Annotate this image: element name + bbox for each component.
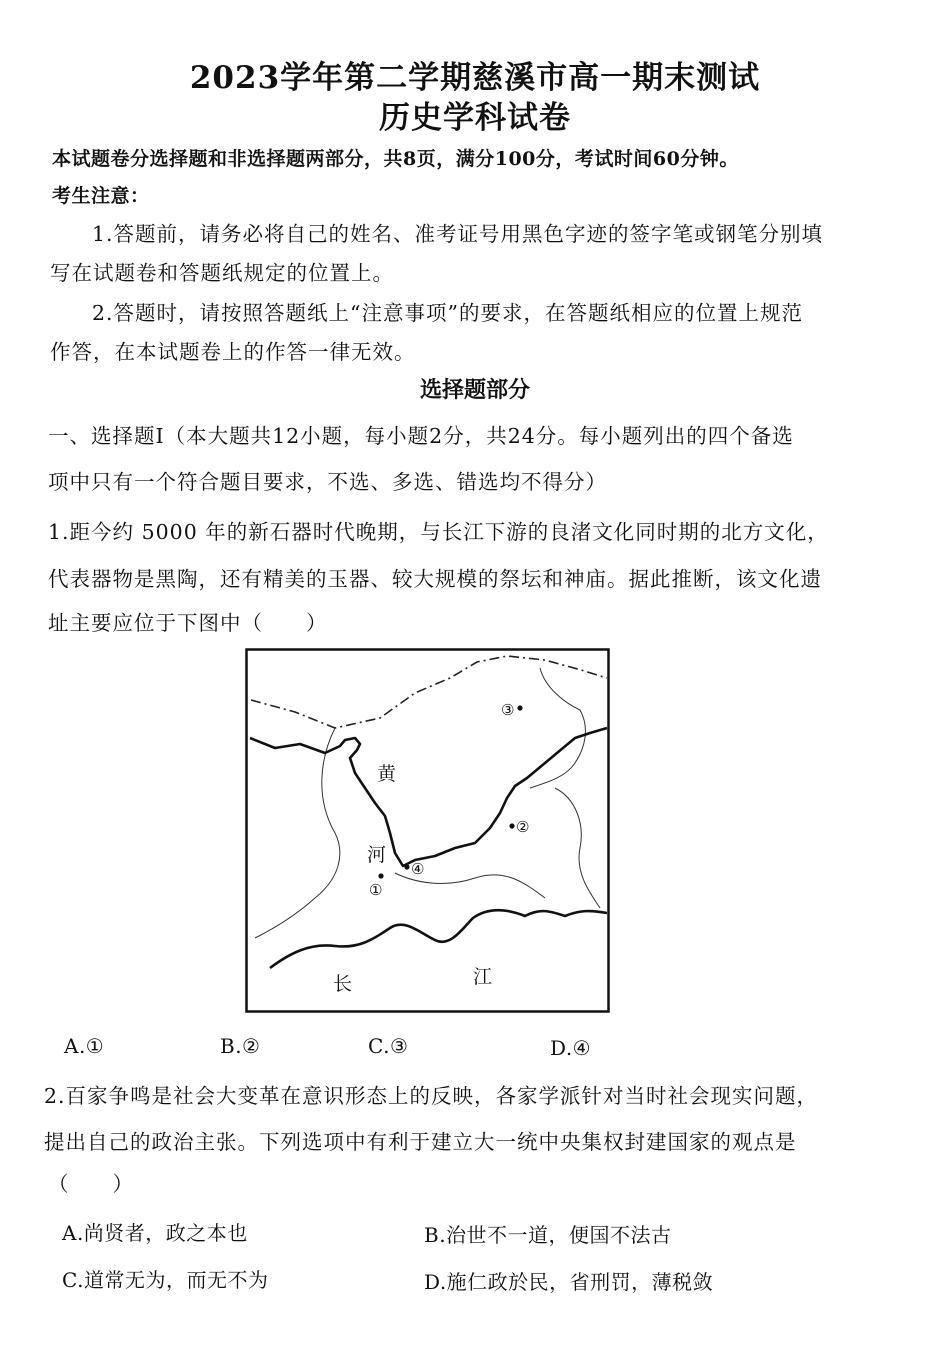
notice-item2-line2: 作答，在本试题卷上的作答一律无效。: [50, 340, 416, 364]
q1-option-c[interactable]: C.③: [368, 1034, 409, 1058]
site-dot-3: [517, 705, 522, 710]
label-huang: 黄: [377, 763, 397, 785]
q2-stem-line2: 提出自己的政治主张。下列选项中有利于建立大一统中央集权封建国家的观点是: [44, 1130, 797, 1154]
q1-stem-line1: 1.距今约 5000 年的新石器时代晚期，与长江下游的良渚文化同时期的北方文化，: [48, 520, 829, 544]
notice-item1-line1: 1.答题前，请务必将自己的姓名、准考证号用黑色字迹的签字笔或钢笔分别填: [92, 222, 824, 246]
q1-option-a[interactable]: A.①: [64, 1034, 105, 1058]
q1-stem-line2: 代表器物是黑陶，还有精美的玉器、较大规模的祭坛和神庙。据此推断，该文化遗: [48, 567, 822, 591]
q1-stem-line3: 址主要应位于下图中（ ）: [48, 611, 328, 635]
label-chang: 长: [333, 973, 353, 995]
map-frame: [247, 650, 609, 1012]
q1-option-d[interactable]: D.④: [550, 1036, 592, 1060]
q1-option-b[interactable]: B.②: [220, 1034, 261, 1058]
exam-title-line1: 2023学年第二学期慈溪市高一期末测试: [189, 60, 761, 96]
q2-option-b[interactable]: B.治世不一道，便国不法古: [424, 1223, 672, 1247]
section-title: 选择题部分: [419, 377, 530, 403]
exam-intro: 本试题卷分选择题和非选择题两部分，共8页，满分100分，考试时间60分钟。: [52, 148, 739, 170]
site-label-1: ①: [369, 881, 383, 899]
site-label-4: ④: [411, 860, 425, 878]
q2-stem-line3: （ ）: [48, 1172, 134, 1196]
q1-map: [245, 648, 610, 1013]
label-he: 河: [367, 844, 387, 866]
q2-stem-line1: 2.百家争鸣是社会大变革在意识形态上的反映，各家学派针对当时社会现实问题，: [44, 1084, 819, 1108]
site-dot-1: [378, 873, 383, 878]
part1-instructions-line1: 一、选择题Ⅰ（本大题共12小题，每小题2分，共24分。每小题列出的四个备选: [48, 424, 794, 448]
exam-title-line2: 历史学科试卷: [379, 100, 571, 136]
label-jiang: 江: [473, 966, 493, 988]
q2-option-a[interactable]: A.尚贤者，政之本也: [62, 1221, 248, 1245]
site-dot-2: [509, 823, 514, 828]
site-label-2: ②: [516, 818, 530, 836]
notice-item2-line1: 2.答题时，请按照答题纸上“注意事项”的要求，在答题纸相应的位置上规范: [92, 301, 804, 325]
site-label-3: ③: [501, 701, 515, 719]
q2-option-d[interactable]: D.施仁政於民，省刑罚，薄税敛: [424, 1270, 714, 1294]
site-dot-4: [404, 864, 409, 869]
notice-item1-line2: 写在试题卷和答题纸规定的位置上。: [50, 261, 394, 285]
notice-heading: 考生注意：: [52, 185, 150, 207]
q2-option-c[interactable]: C.道常无为，而无不为: [62, 1268, 269, 1292]
part1-instructions-line2: 项中只有一个符合题目要求，不选、多选、错选均不得分）: [48, 470, 607, 494]
